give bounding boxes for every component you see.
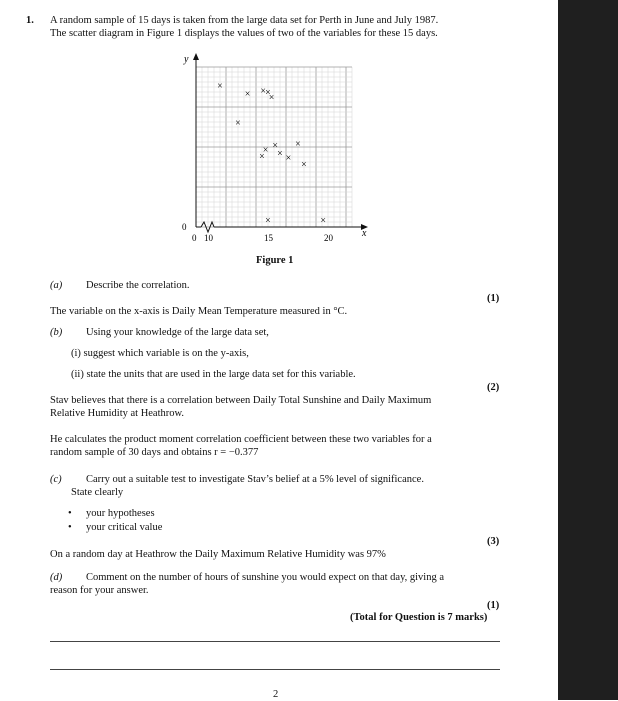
part-b-label: (b) bbox=[50, 327, 63, 338]
part-b-i: (i) suggest which variable is on the y-axis, bbox=[71, 348, 249, 359]
data-point: × bbox=[260, 86, 267, 97]
bullet-1: your hypotheses bbox=[86, 508, 155, 519]
bullet-1-dot: • bbox=[68, 508, 72, 519]
question-number: 1. bbox=[26, 15, 34, 26]
y-axis-arrow bbox=[193, 53, 199, 60]
stav-line-2: Relative Humidity at Heathrow. bbox=[50, 408, 185, 419]
origin-y-label: 0 bbox=[182, 222, 187, 232]
x-axis-info: The variable on the x-axis is Daily Mean Temperature measured in °C. bbox=[50, 306, 348, 317]
scatter-diagram bbox=[170, 50, 380, 250]
data-point: × bbox=[295, 138, 301, 150]
calc-line-1: He calculates the product moment correlation coefficient between these two variables for a bbox=[50, 434, 432, 445]
bullet-2-dot: • bbox=[68, 522, 72, 533]
data-point: × bbox=[301, 159, 307, 171]
data-point: × bbox=[265, 87, 271, 99]
intro-line-2: The scatter diagram in Figure 1 displays the values of two of the variables for these 15 days. bbox=[50, 28, 438, 39]
data-point: × bbox=[235, 118, 241, 129]
part-c-text-2: State clearly bbox=[71, 487, 124, 498]
part-b-marks: (2) bbox=[487, 382, 500, 393]
x-tick-label: 0 bbox=[192, 233, 197, 243]
part-d-text-2: reason for your answer. bbox=[50, 585, 149, 596]
data-point: × bbox=[272, 140, 279, 152]
total-marks: (Total for Question is 7 marks) bbox=[350, 612, 488, 623]
data-point: × bbox=[265, 215, 271, 227]
intro-line-1: A random sample of 15 days is taken from the large data set for Perth in June and July 1987. bbox=[50, 15, 439, 26]
bullet-2: your critical value bbox=[86, 522, 163, 533]
part-a-marks: (1) bbox=[487, 293, 500, 304]
page-number: 2 bbox=[273, 689, 279, 700]
figure-caption: Figure 1 bbox=[256, 255, 294, 266]
data-point: × bbox=[262, 145, 269, 157]
part-b-text: Using your knowledge of the large data set, bbox=[86, 327, 269, 338]
data-point: × bbox=[285, 153, 292, 165]
page-edge-dark-bar bbox=[558, 0, 618, 700]
part-c-marks: (3) bbox=[487, 536, 500, 547]
data-point: × bbox=[268, 92, 275, 104]
x-tick-label: 10 bbox=[204, 233, 213, 243]
data-point: × bbox=[277, 148, 283, 160]
answer-line-1 bbox=[50, 641, 500, 642]
stav-line-1: Stav believes that there is a correlation between Daily Total Sunshine and Daily Maximum bbox=[50, 395, 432, 406]
x-tick-label: 20 bbox=[324, 233, 333, 243]
part-c-label: (c) bbox=[50, 474, 62, 485]
x-tick-label: 15 bbox=[264, 233, 273, 243]
x-tick-labels bbox=[192, 233, 334, 243]
part-b-ii: (ii) state the units that are used in the large data set for this variable. bbox=[71, 369, 356, 380]
data-point: × bbox=[320, 215, 327, 227]
part-c-text: Carry out a suitable test to investigate Stav’s belief at a 5% level of significance. bbox=[86, 474, 424, 485]
part-d-marks: (1) bbox=[487, 600, 500, 611]
part-d-text: Comment on the number of hours of sunshine you would expect on that day, giving a bbox=[86, 572, 445, 583]
y-axis-label: y bbox=[184, 54, 189, 65]
data-point: × bbox=[259, 151, 265, 163]
x-axis-label: x bbox=[362, 228, 367, 239]
data-points bbox=[217, 81, 326, 226]
data-point: × bbox=[244, 89, 251, 101]
part-a-label: (a) bbox=[50, 280, 63, 291]
part-a-text: Describe the correlation. bbox=[86, 280, 190, 291]
data-point: × bbox=[217, 81, 223, 93]
humidity-line: On a random day at Heathrow the Daily Maximum Relative Humidity was 97% bbox=[50, 549, 386, 560]
answer-line-2 bbox=[50, 669, 500, 670]
part-d-label: (d) bbox=[50, 572, 63, 583]
calc-line-2: random sample of 30 days and obtains r = −0.377 bbox=[50, 447, 259, 458]
